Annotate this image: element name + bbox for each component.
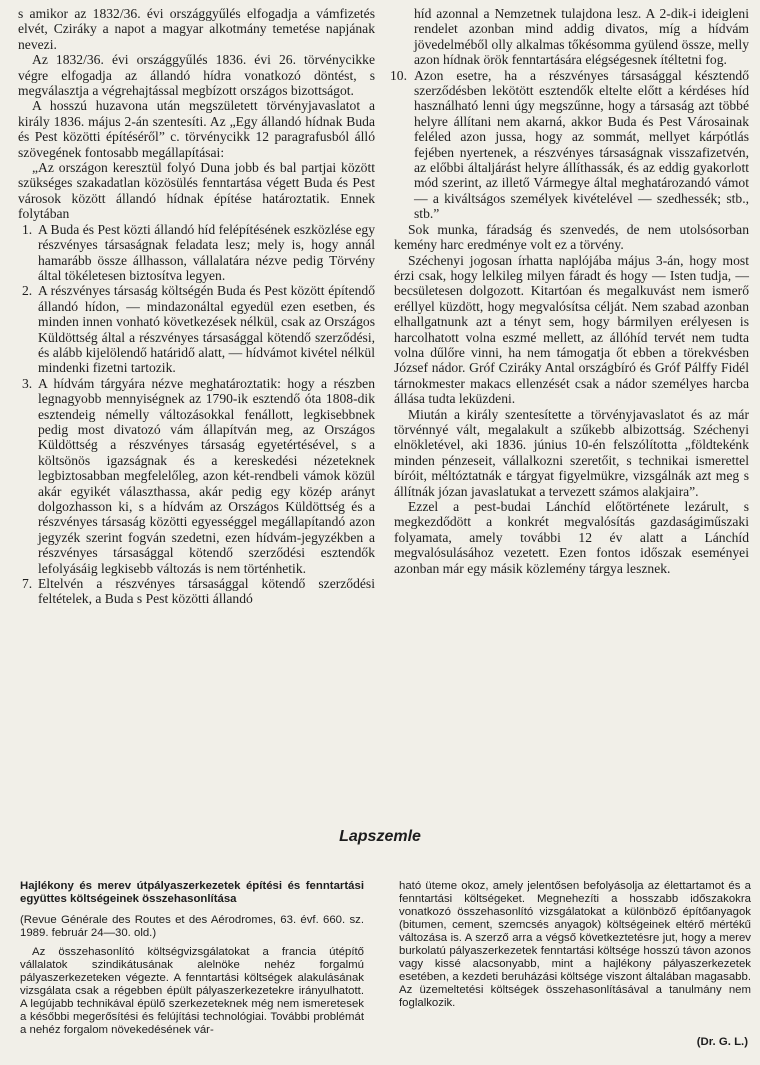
law-item-number: 1. [22,221,33,237]
article-paragraph: Miután a király szentesítette a törvényjavaslatot és az már törvénnyé vált, megalakult a szűkebb albizottság. Széchenyi elnökletével, aki 1836. június 10-én felszólította „földtekénk minden pénzeseit, vállalkozni szeretőit, s technikai ismerettel bíróit, méltóztatnák e tárgyat figyelmükre, vizsgálnák azt meg s állítnák józan javaslatukat a tervezett számos alakjaira”. [394,406,749,499]
law-items-list [18,222,375,607]
law-item-text: Eltelvén a részvényes társasággal kötendő szerződési feltételek, a Buda s Pest közötti állandó [38,576,375,607]
law-item [18,222,375,284]
law-item-text: A részvényes társaság költségén Buda és Pest között építendő állandó hídon, — mindazonáltal egyedül ezen esetben, és minden innen vonható következések nélkül, csak az Országos Küldöttség által a részvényes társasággal kötendő szerződési, és alább kijelölendő határidő alatt, — hídvámot kivétel nélkül mindenki fizetni tartozik. [38,283,375,376]
section-title: Lapszemle [339,828,421,845]
law-items-list-continued [390,67,749,222]
law-item [18,576,375,607]
article-column-right [390,6,749,576]
law-item-text: A hídvám tárgyára nézve meghatároztatik: hogy a részben legnagyobb mennyiségnek az 1790-ik esztendő óta 1808-dik esztendeig némelly változásokkal fenállott, legkisebbnek pedig most divatozó vám állapítván meg, az Országos Küldöttség a részvényes társaság egyetértésével, s a költsönös igazságnak és a kereskedési nézeteknek legbiztosabban megfelelőleg, azon két-rendbeli vámok közül akár egyikét választhassa, akár pedig egy közép arányt dolgozhasson ki, s a hídvám az Országos Küldöttség és a részvényes társaság közötti egyességgel megállapítandó azon jegyzék szerint fogván szedetni, ezen hídvám-jegyzékben a részvényes társasággal kötendő szerződési esztendők lefolyásáig legkisebb változás is nem történhetik. [38,375,375,576]
review-source: (Revue Générale des Routes et des Aérodromes, 63. évf. 660. sz. 1989. február 24—30. old.) [20,914,364,939]
review-paragraph: ható üteme okoz, amely jelentősen befolyásolja az élettartamot és a fenntartási költségeket. Megnehezíti a hosszabb időszakokra vonatkozó összehasonlító vizsgálatokat a különböző építőanyagok (bitumen, cement, szemcsés anyagok) költségeinek eltérő mértékű változása is. A szerző arra a végső következtetésre jut, hogy a merev burkolatú pályaszerkezetek fenntartási költsége hosszú távon azonos vagy kissé alacsonyabb, mint a hajlékony pályaszerkezetek esetében, a kezdeti beruházási költsége viszont általában magasabb. Az üzemeltetési költségek összehasonlításával a tanulmány nem foglalkozik. [399,880,751,1009]
law-item-number: 7. [22,576,33,592]
law-item [18,283,375,375]
article-paragraph: s amikor az 1832/36. évi országgyűlés elfogadja a vámfizetés elvét, Cziráky a napot a magyar alkotmány temetése napjának nevezi. [18,6,375,52]
article-paragraph: A hosszú huzavona után megszületett törvényjavaslatot a király 1836. május 2-án szentesíti. Az „Egy állandó hídnak Buda és Pest közötti építéséről” c. törvénycikk 12 paragrafusból álló szövegének fontosabb megállapításai: [18,98,375,160]
article-paragraph: Sok munka, fáradság és szenvedés, de nem utolsósorban kemény harc eredménye volt ez a törvény. [394,221,749,253]
law-item [390,67,749,222]
review-title: Hajlékony és merev útpályaszerkezetek építési és fenntartási együttes költségeinek összehasonlítása [20,880,364,905]
review-column-left [20,880,364,1037]
article-paragraph: Az 1832/36. évi országgyűlés 1836. évi 26. törvénycikke végre elfogadja az állandó hídra vonatkozó döntést, s megválasztja a végrehajtással megbízott országos bizottságot. [18,52,375,99]
review-signature: (Dr. G. L.) [696,1036,748,1048]
law-item-text: A Buda és Pest közti állandó híd felépítésének eszközlése egy részvényes társaságnak feladata lesz; mely is, hogy annál hamarább össze állhasson, vállalatára nézve pedig Törvény által tökéletesen biztosítva legyen. [38,221,375,283]
law-item [18,376,375,576]
law-item-number: 10. [390,67,407,83]
law-item-number: 3. [22,375,33,391]
review-paragraph: Az összehasonlító költségvizsgálatokat a francia útépítő vállalatok szindikátusának alelnöke nehéz forgalmú pályaszerkezeteken végezte. A fenntartási költségek alakulásának vizsgálata csak a régebben épült pályaszerkezetekre irányulhatott. A legújabb technikával épülő szerkezeteknek még nem ismeretesek a későbbi megerősítési és felújítási technológiai. További problémát a nehéz forgalom növekedésének vár- [20,946,364,1036]
article-paragraph: Széchenyi jogosan írhatta naplójába május 3-án, hogy most érzi csak, hogy lelkileg milyen fáradt és hogy — Isten tudja, — becsületesen dolgozott. Kitartóan és megalkuvást nem ismerő eréllyel küzdött, hogy megvalósítsa célját. Nem szabad azonban elhallgatnunk azt a tényt sem, hogy bármilyen erélyesen is harcolhatott volna eszmé mellett, az állóhíd tervét nem tudta volna dűlőre vinni, ha nem támogatja őt ebben a törekvésben József nádor. Gróf Cziráky Antal országbíró és Gróf Pálffy Fidél tárnokmester makacs ellenzését csak a nádor személyes harcba állása tudta leküzdeni. [394,252,749,407]
article-column-left [18,6,375,607]
review-column-right [399,880,751,1010]
article-paragraph: Ezzel a pest-budai Lánchíd előtörténete lezárult, s megkezdődött a konkrét megvalósítás gazdaságiműszaki folyamata, amely további 12 év alatt a Lánchíd megvalósulásához vezetett. Ezen fontos időszak eseményei azonban már egy másik közlemény tárgya lesznek. [394,499,749,576]
law-quote-intro: „Az országon keresztül folyó Duna jobb és bal partjai között szükséges szakadatlan közösülés fenntartása végett Buda és Pest városok között állandó hídnak építése határoztatik. Ennek folytában [18,160,375,222]
law-item-number: 2. [22,283,33,299]
law-item-text: Azon esetre, ha a részvényes társasággal késztendő szerződésben lekötött esztendők eltelte előtt a kérdéses híd használható lenni úgy megszűnne, hogy a társaság azt többé helyre állítani nem akarná, akkor Buda és Pest Városainak feléled azon jussa, hogy az sommát, mellyet kárpótlás fejében nyertenek, a részvényes társaságnak visszafizetvén, az előbbi általjárást helyre állíthassák, és az eddig gyakorlott mód szerint, az illető Vármegye által meghatározandó vámot — a kiváltságos személyek kivételével — szedhessék; stb., stb.” [414,67,749,222]
law-item-continuation: híd azonnal a Nemzetnek tulajdona lesz. A 2-dik-i ideigleni rendelet azonban mind addig divatos, míg a hídvám jövedelméből olly alkalmas tőkésomma gyülend össze, melly azon hídnak örök fenntartására elégségesnek ítéltetni fog. [414,6,749,68]
